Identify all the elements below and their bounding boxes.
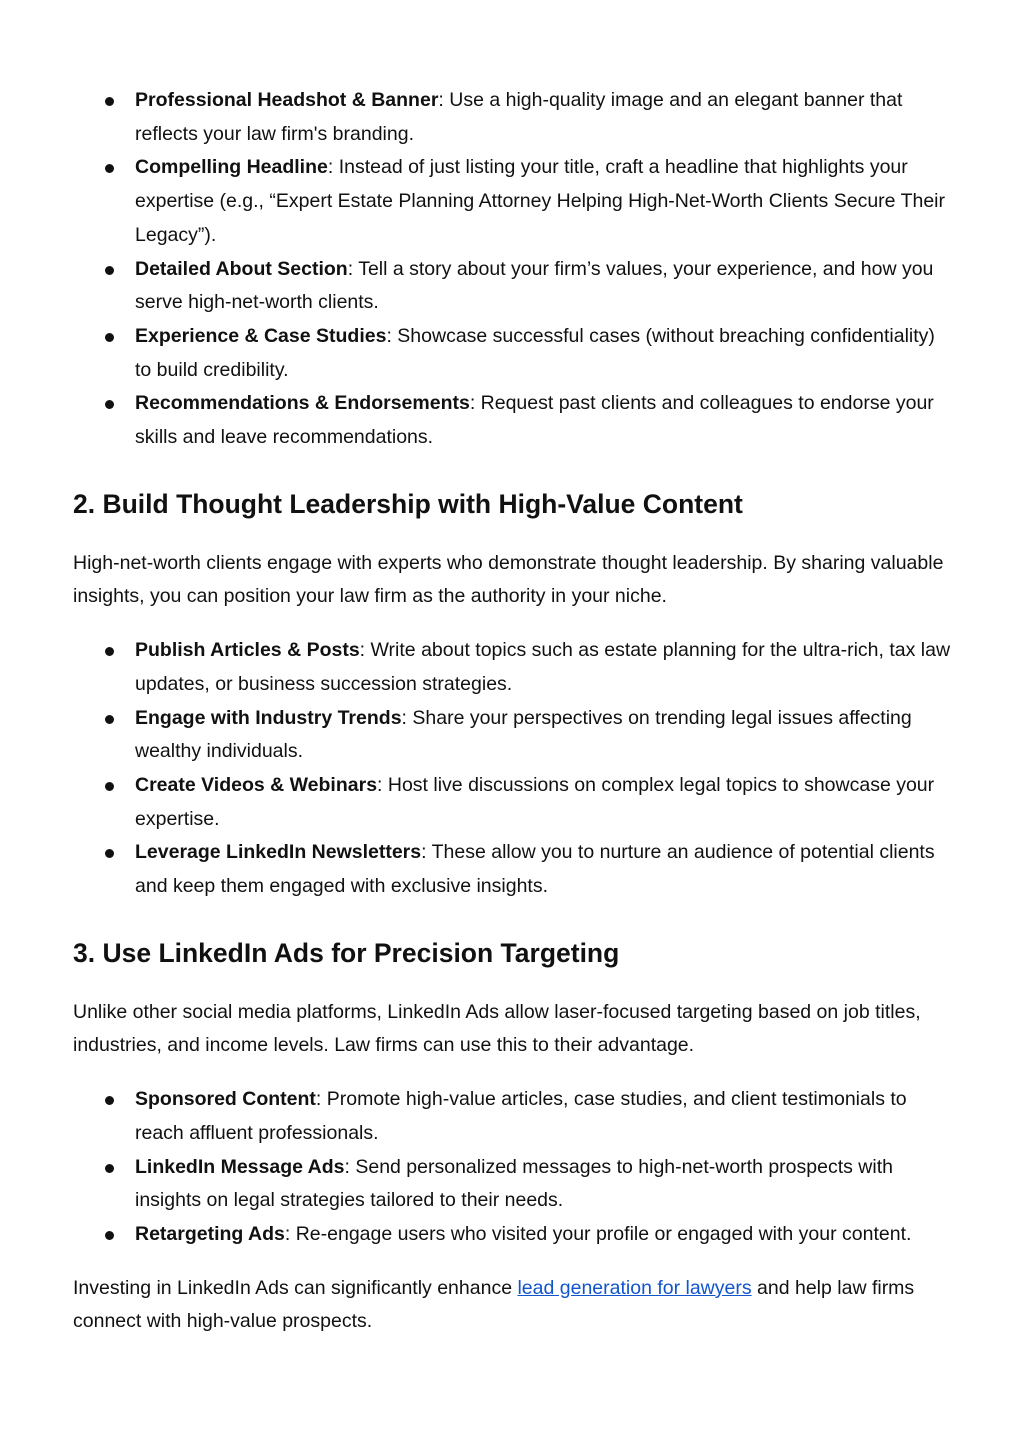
list-item-text: : Send personalized messages to high-net-worth prospects with insights on legal strategies tailored to their needs.: [135, 1155, 893, 1212]
bullet-icon: [105, 333, 114, 342]
thought-leadership-list: [73, 634, 953, 904]
closing-text-after: and help law firms connect with high-value prospects.: [73, 1276, 915, 1333]
section-intro: High-net-worth clients engage with experts who demonstrate thought leadership. By sharing valuable insights, you can position your law firm as the authority in your niche.: [73, 551, 944, 608]
document-page: [73, 84, 953, 1339]
list-item-title: Sponsored Content: [135, 1088, 316, 1111]
list-item-title: Publish Articles & Posts: [135, 639, 360, 662]
bullet-icon: [105, 1096, 114, 1105]
bullet-icon: [105, 400, 114, 409]
lead-generation-link[interactable]: lead generation for lawyers: [517, 1276, 752, 1299]
list-item-title: Create Videos & Webinars: [135, 773, 378, 796]
bullet-icon: [105, 647, 114, 656]
list-item-title: LinkedIn Message Ads: [135, 1155, 345, 1178]
bullet-icon: [105, 782, 114, 791]
list-item-text: : Write about topics such as estate planning for the ultra-rich, tax law updates, or business succession strategies.: [135, 639, 951, 695]
list-item: [73, 1083, 953, 1150]
list-item: [73, 836, 953, 903]
bullet-icon: [105, 715, 114, 724]
closing-text-before: Investing in LinkedIn Ads can significantly enhance: [73, 1276, 518, 1299]
section-intro: Unlike other social media platforms, LinkedIn Ads allow laser-focused targeting based on job titles, industries, and income levels. Law firms can use this to their advantage.: [73, 1000, 921, 1057]
list-item-text: : These allow you to nurture an audience of potential clients and keep them engaged with exclusive insights.: [135, 841, 935, 898]
list-item: [73, 769, 953, 836]
list-item-title: Retargeting Ads: [135, 1222, 285, 1245]
list-item: [73, 151, 953, 252]
list-item-text: : Re-engage users who visited your profile or engaged with your content.: [284, 1222, 912, 1245]
list-item: [73, 387, 953, 454]
list-item-text: : Showcase successful cases (without breaching confidentiality) to build credibility.: [135, 324, 935, 381]
bullet-icon: [105, 1231, 114, 1240]
section-heading: 2. Build Thought Leadership with High-Value Content: [73, 488, 743, 519]
list-item-title: Compelling Headline: [135, 156, 328, 179]
list-item-title: Detailed About Section: [135, 257, 348, 280]
list-item-title: Engage with Industry Trends: [135, 706, 402, 729]
bullet-icon: [105, 266, 114, 275]
profile-tips-list: [73, 84, 953, 455]
list-item: [73, 1151, 953, 1218]
list-item-title: Leverage LinkedIn Newsletters: [135, 841, 422, 864]
list-item: [73, 1218, 953, 1252]
list-item-title: Experience & Case Studies: [135, 324, 387, 347]
bullet-icon: [105, 164, 114, 173]
list-item: [73, 84, 953, 151]
list-item-text: : Share your perspectives on trending legal issues affecting wealthy individuals.: [135, 706, 912, 763]
bullet-icon: [105, 1164, 114, 1173]
list-item: [73, 702, 953, 769]
list-item: [73, 634, 953, 701]
list-item-text: : Promote high-value articles, case studies, and client testimonials to reach affluent professionals.: [135, 1088, 907, 1144]
section-heading: 3. Use LinkedIn Ads for Precision Targeting: [73, 937, 620, 968]
list-item: [73, 320, 953, 387]
bullet-icon: [105, 97, 114, 106]
list-item-title: Professional Headshot & Banner: [135, 89, 439, 111]
list-item: [73, 253, 953, 320]
bullet-icon: [105, 849, 114, 858]
closing-paragraph: [73, 1272, 953, 1339]
list-item-text: : Request past clients and colleagues to endorse your skills and leave recommendations.: [135, 392, 934, 449]
list-item-text: : Use a high-quality image and an elegant banner that reflects your law firm's branding.: [135, 89, 903, 145]
list-item-text: : Instead of just listing your title, craft a headline that highlights your expertise (e.g., “Expert Estate Planning Attorney Helping High-Net-Worth Clients Secure Their Legacy”).: [135, 156, 945, 246]
linkedin-ads-list: [73, 1083, 953, 1252]
list-item-text: : Tell a story about your firm’s values, your experience, and how you serve high-net-worth clients.: [135, 257, 934, 314]
list-item-text: : Host live discussions on complex legal topics to showcase your expertise.: [135, 773, 935, 830]
list-item-title: Recommendations & Endorsements: [135, 392, 470, 415]
